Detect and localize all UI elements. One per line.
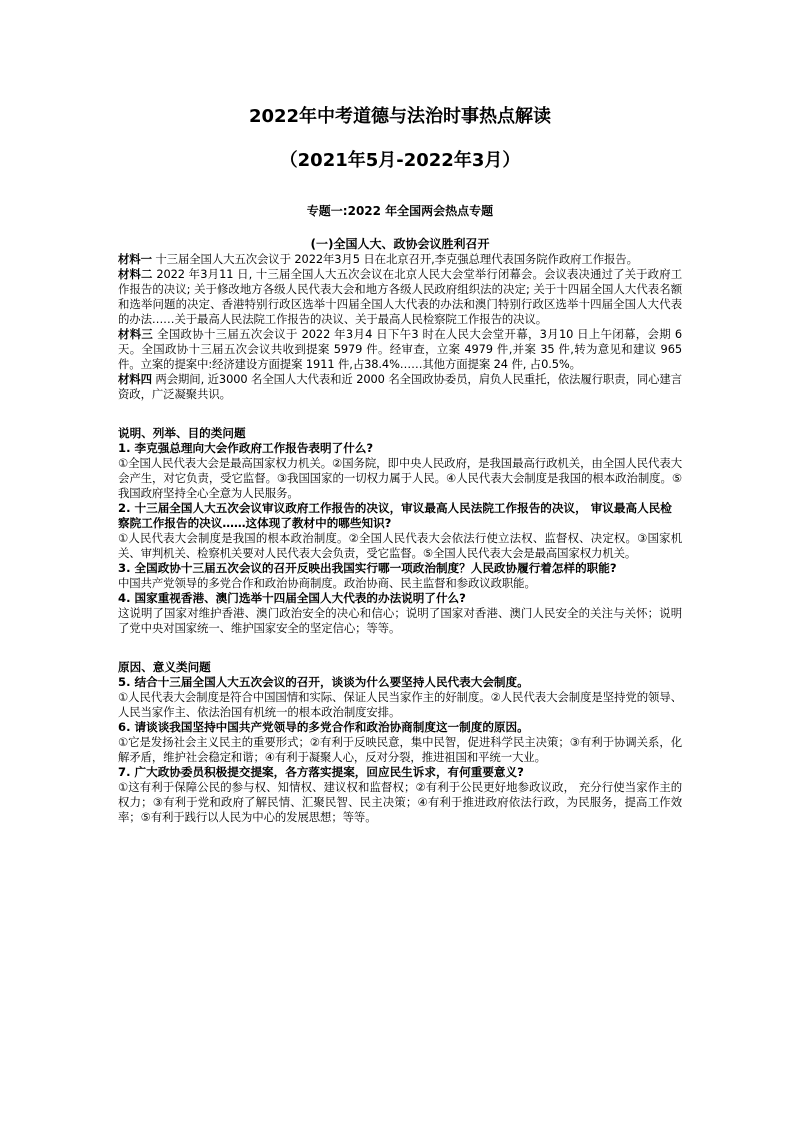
- materials-block: [118, 252, 682, 402]
- topic-heading: 专题一:2022 年全国两会热点专题: [306, 204, 494, 218]
- question: 5. 结合十三届全国人大五次会议的召开，谈谈为什么要坚持人民代表大会制度。: [118, 675, 529, 689]
- material-text: 十三届全国人大五次会议于 2022年3月5 日在北京召开,李克强总理代表国务院作政府工作报告。: [151, 252, 638, 266]
- document-subtitle: （2021年5月-2022年3月）: [279, 150, 521, 171]
- question: 3. 全国政协十三届五次会议的召开反映出我国实行哪一项政治制度？人民政协履行着怎样的职能?: [118, 561, 617, 575]
- answer: 中国共产党领导的多党合作和政治协商制度。政治协商、民主监督和参政议政职能。: [118, 576, 536, 590]
- question-group-2: [118, 660, 682, 825]
- group-heading: 原因、意义类问题: [118, 660, 211, 674]
- question: 7. 广大政协委员积极提交提案，各方落实提案，回应民生诉求，有何重要意义?: [118, 765, 524, 779]
- document-title: 2022年中考道德与法治时事热点解读: [248, 106, 552, 127]
- question: 1. 李克强总理向大会作政府工作报告表明了什么?: [118, 441, 374, 455]
- material-2: [118, 267, 682, 327]
- material-label: 材料二: [118, 267, 153, 281]
- group-heading: 说明、列举、目的类问题: [118, 426, 246, 440]
- material-4: [118, 372, 682, 402]
- document-page: [118, 100, 682, 825]
- question: 2. 十三届全国人大五次会议审议政府工作报告的决议，审议最高人民法院工作报告的决议， 审议最高人民检察院工作报告的决议……这体现了教材中的哪些知识?: [118, 501, 672, 530]
- material-3: [118, 327, 682, 372]
- answer: ①它是发扬社会主义民主的重要形式；②有利于反映民意，集中民智，促进科学民主决策；③有利于协调关系，化解矛盾，维护社会稳定和谐；④有利于凝聚人心，反对分裂，推进祖国和平统一大业。: [118, 735, 682, 764]
- answer: ①人民代表大会制度是符合中国国情和实际、保证人民当家作主的好制度。②人民代表大会制度是坚持党的领导、人民当家作主、依法治国有机统一的根本政治制度安排。: [118, 690, 682, 719]
- section-heading: (一)全国人大、政协会议胜利召开: [310, 237, 490, 251]
- answer: ①全国人民代表大会是最高国家权力机关。②国务院，即中央人民政府，是我国最高行政机关，由全国人民代表大会产生，对它负责，受它监督。③我国国家的一切权力属于人民。④人民代表大会制度是我国的根本政治制度。⑤我国政府坚持全心全意为人民服务。: [118, 456, 682, 500]
- material-label: 材料四: [118, 372, 152, 386]
- material-text: 2022 年3月11 日, 十三届全国人大五次会议在北京人民大会堂举行闭幕会。会议表决通过了关于政府工作报告的决议; 关于修改地方各级人民代表大会和地方各级人民政府组织法的决定; 关于十四届全国人大代表名额和选举问题的决定、香港特别行政区选举十四届全国人大代表的办法和澳门特别行政区选举十四届全国人大代表的办法……关于最高人民法院工作报告的决议、关于最高人民检察院工作报告的决议。: [118, 267, 683, 326]
- question-group-1: [118, 426, 682, 636]
- answer: 这说明了国家对维护香港、澳门政治安全的决心和信心；说明了国家对香港、澳门人民安全的关注与关怀；说明了党中央对国家统一、维护国家安全的坚定信心；等等。: [118, 606, 682, 635]
- answer: ①人民代表大会制度是我国的根本政治制度。②全国人民代表大会依法行使立法权、监督权、决定权。③国家机关、审判机关、检察机关要对人民代表大会负责，受它监督。⑤全国人民代表大会是最高国家权力机关。: [118, 531, 682, 560]
- material-text: 两会期间, 近3000 名全国人大代表和近 2000 名全国政协委员，肩负人民重托，依法履行职责，同心建言资政，广泛凝聚共识。: [118, 372, 682, 401]
- material-1: [118, 252, 682, 267]
- question: 4. 国家重视香港、澳门选举十四届全国人大代表的办法说明了什么?: [118, 591, 466, 605]
- material-text: 全国政协十三届五次会议于 2022 年3月4 日下午3 时在人民大会堂开幕，3月10 日上午闭幕，会期 6 天。全国政协十三届五次会议共收到提案 5979 件。经审查，立案 4979 件,并案 35 件,转为意见和建议 965 件。立案的提案中:经济建设方面提案 1911 件,占38.4%……其他方面提案 24 件, 占0.5%。: [118, 327, 683, 371]
- question: 6. 请谈谈我国坚持中国共产党领导的多党合作和政治协商制度这一制度的原因。: [118, 720, 529, 734]
- answer: ①这有利于保障公民的参与权、知情权、建议权和监督权；②有利于公民更好地参政议政， 充分行使当家作主的权力；③有利于党和政府了解民情、汇聚民智、民主决策；④有利于推进政府依法行政，为民服务，提高工作效率；⑤有利于践行以人民为中心的发展思想；等等。: [118, 780, 682, 824]
- material-label: 材料一: [118, 252, 152, 266]
- material-label: 材料三: [118, 327, 154, 341]
